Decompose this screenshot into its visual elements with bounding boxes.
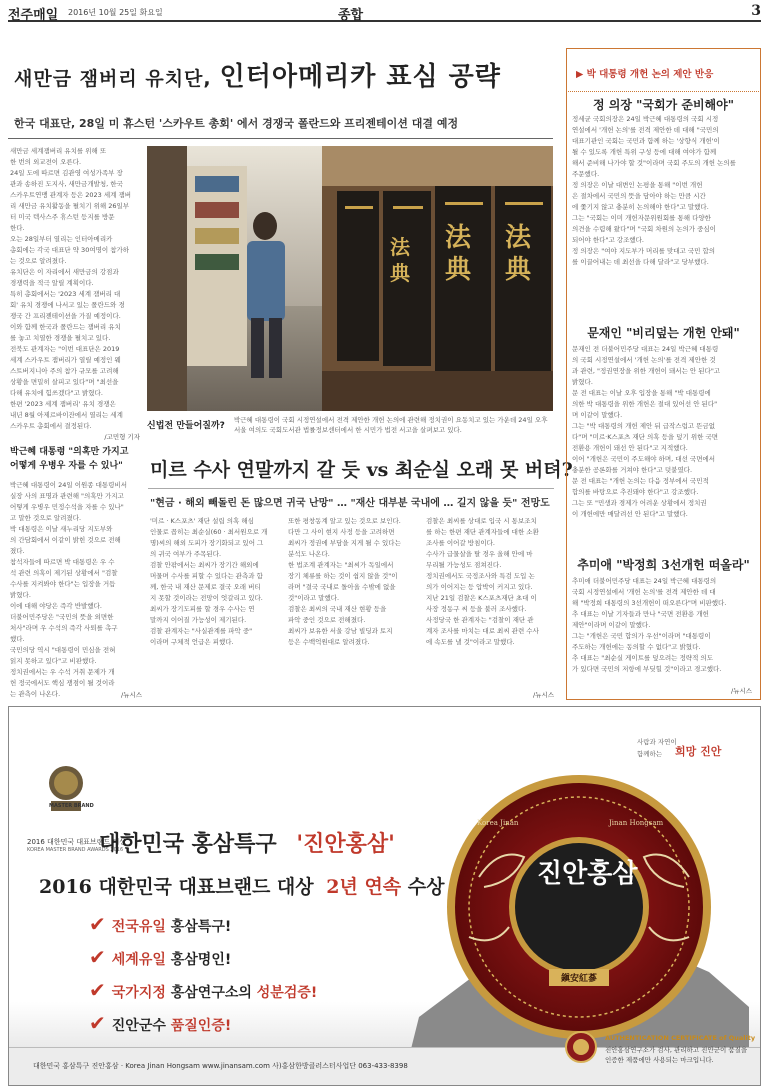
text-line: 는 것으로 알려졌다.	[10, 257, 67, 265]
text-line: 한 번의 외교전이 오른다.	[10, 158, 82, 166]
text-line: 경쟁력을 적극 알릴 계획이다.	[10, 279, 94, 287]
svg-text:法: 法	[390, 235, 410, 259]
text-line: 했다.	[10, 635, 25, 643]
text-line: 이어 "개헌은 국민이 주도해야 하며, 대선 국면에서	[572, 455, 716, 463]
text-line: 헌 정국에서도 핵심 쟁점이 될 것이라	[10, 679, 115, 687]
section-name: 종합	[338, 8, 364, 23]
text-line: 수사를 지켜봐야 한다"는 입장을 거듭	[10, 580, 116, 588]
text-line: 파악 중인 것으로 전해졌다.	[288, 616, 366, 624]
text-line: 사정당국 한 관계자는 "검찰이 재단 관	[426, 616, 534, 624]
text-line: 그는 "개헌은 국민 합의가 우선"이라며 "대통령이	[572, 632, 711, 640]
quality-seal-icon	[565, 1031, 597, 1063]
text-line: 총회에는 각국 대표단 약 30여명이 참가하	[10, 246, 130, 254]
masthead	[8, 4, 761, 22]
seal-brand-en-2: Jinan Hongsam	[609, 819, 664, 827]
text-line: 더불어민주당은 "국민의 뜻을 외면한	[10, 613, 114, 621]
text-line: 합의를 바탕으로 추진돼야 한다"고 강조했다.	[572, 488, 699, 496]
text-line: 스카우트 총회에서 결정된다.	[10, 422, 92, 430]
claim-text: 홍삼연구소의	[170, 985, 257, 1001]
text-line: 수사가 급물살을 탈 경우 올해 안에 마	[426, 550, 533, 558]
text-line: 석 관련 의혹이 제기된 상황에서 "검찰	[10, 569, 118, 577]
text-line: 가 있다면 국민의 저항에 부딪힐 것"이라고 경고했다.	[572, 665, 722, 673]
text-line: 문 전 대표는 이날 오후 입장을 통해 "박 대통령에	[572, 389, 711, 397]
text-line: 상황을 면밀히 살피고 있다"며 "최선을	[10, 378, 119, 386]
text-line: 께, 한국 내 재산 문제로 결국 오래 버티	[150, 583, 261, 591]
page-number: 3	[751, 3, 761, 19]
svg-text:法: 法	[505, 223, 532, 253]
text-line: 대표기관인 국회는 국민과 함께 하는 '상향식 개헌'이	[572, 137, 720, 145]
text-line: 다해 유치에 힘쓰겠다"고 밝혔다.	[10, 389, 103, 397]
text-line: 문재인 전 더불어민주당 대표는 24일 박근혜 대통령	[572, 345, 719, 353]
text-line: 의 귀국 여부가 주목된다.	[150, 550, 222, 558]
claim-text: 진안군수	[111, 1018, 171, 1034]
ad-claim-3	[89, 978, 317, 1002]
story2-column-2	[288, 516, 416, 696]
text-line: 장기 체류를 하는 것이 쉽지 않을 것"이	[288, 572, 398, 580]
text-line: 등은 수백억원대로 알려졌다.	[288, 638, 370, 646]
text-line: 인물로 꼽히는 최순실(60 · 최서원으로 개	[150, 528, 268, 536]
ad-headline-2-pre: 2016 대한민국 대표브랜드 대상	[39, 876, 314, 898]
text-line: 될 수 있도록 개헌 특위 구성 등에 대해 여야가 함께	[572, 148, 717, 156]
text-line: 읽지 못하고 있다"고 비판했다.	[10, 657, 97, 665]
claim-highlight: 전국유일	[111, 919, 166, 935]
text-line: 밝혔다.	[10, 591, 31, 599]
text-line: 은 절차에서 국민의 뜻을 담아야 하는 만큼 시간	[572, 192, 706, 200]
text-line: 연설에서 '개헌 논의'를 전격 제안한 데 대해 "국민의	[572, 126, 719, 134]
text-line: 오는 28일부터 열리는 인터아메리카	[10, 235, 113, 243]
text-line: 지 못할 것이라는 전망이 엇갈리고 있다.	[150, 594, 263, 602]
text-line: 그는 "국회는 이미 개헌자문위원회를 통해 다양한	[572, 214, 711, 222]
text-line: 내년 8월 아제르바이잔에서 열리는 세계	[10, 411, 123, 419]
divider	[8, 138, 553, 139]
badge-award-en: KOREA MASTER BRAND AWARDS 2016	[27, 847, 124, 853]
claim-text: 홍삼특구!	[170, 919, 232, 935]
sidebar-byline: /뉴시스	[730, 687, 752, 695]
issue-date: 2016년 10월 25일 화요일	[68, 8, 163, 17]
text-line: 문 전 대표는 "개헌 논의는 다음 정부에서 국민적	[572, 477, 709, 485]
slogan-brand: 희망 진안	[675, 745, 722, 758]
ad-headline-2-post: 수상	[407, 876, 445, 898]
red-ginseng-seal-icon	[409, 767, 749, 1057]
text-line: 최씨가 보유한 서울 강남 빌딩과 토지	[288, 627, 393, 635]
text-line: 최씨가 정권에 부담을 지게 될 수 있다는	[288, 539, 401, 547]
photo-illustration	[147, 146, 553, 411]
ad-brand-name: '진안홍삼'	[296, 831, 395, 857]
text-line: 그는 또 "민생과 경제가 어려운 상황에서 정치권	[572, 499, 707, 507]
ad-headline-2-highlight: 2년 연속	[326, 876, 402, 898]
text-line: 한편 '2023 세계 잼버리' 유치 경쟁은	[10, 400, 116, 408]
text-line: 의가 이어지는 등 압박이 커지고 있다.	[426, 583, 533, 591]
text-line: 해서 준비해 나가야 할 것"이라며 국회 주도의 개헌 논의를	[572, 159, 736, 167]
newspaper-logo: 전주매일	[8, 8, 59, 23]
svg-text:典: 典	[390, 261, 410, 285]
text-line: 최씨가 장기도피를 할 경우 수사는 연	[150, 605, 255, 613]
badge-award: 2016 대한민국 대표브랜드 대상	[27, 838, 126, 846]
text-line: 쟁국 간 프리젠테이션을 가질 예정이다.	[10, 312, 121, 320]
text-line: 의 국회 시정연설에서 '개헌 논의'를 전격 제안한 것	[572, 356, 716, 364]
text-line: 세계 스카우트 잼버리가 열릴 예정인 웨	[10, 356, 121, 364]
slogan-mid: 함께하는	[637, 750, 663, 758]
text-line: 를 하는 한편 재단 관계자들에 대한 소환	[426, 528, 539, 536]
text-line: 의 간담회에서 이같이 밝힌 것으로 전해	[10, 536, 121, 544]
text-line: 검찰 관계자는 "사실관계를 파악 중"	[150, 627, 253, 635]
headline-prefix: 새만금 잼버리 유치단,	[14, 68, 212, 90]
text-line: 어떻게 우병우 민정수석을 자를 수 있나"	[10, 503, 124, 511]
text-line: 특히 총회에서는 '2023 세계 잼버리 대	[10, 290, 121, 298]
text-line: 며 이같이 말했다.	[572, 411, 623, 419]
checkmark-icon: ✔	[89, 912, 106, 936]
text-line: 해 "박정희 대통령의 3선개헌이 떠오른다"며 비판했다.	[572, 599, 727, 607]
text-line: 고 말한 것으로 알려졌다.	[10, 514, 82, 522]
claim-text: 홍삼명인!	[170, 952, 232, 968]
text-line: 이 개헌에만 매달려선 안 된다"고 말했다.	[572, 510, 688, 518]
text-line: 정 의장은 "여야 지도부가 머리를 맞대고 국민 합의	[572, 247, 716, 255]
ad-headline-1-pre: 대한민국 홍삼특구	[99, 832, 277, 857]
divider	[148, 488, 554, 489]
text-line: 과 관련, "정권연장을 위한 개헌이 돼서는 안 된다"고	[572, 367, 721, 375]
text-line: 관과 송하진 도지사, 새만금개발청, 한국	[10, 180, 123, 188]
story1-byline: /고민형 기자	[104, 433, 140, 441]
certificate-text: 진안홍삼연구소가 검사, 관리하고 진안군이 품질을 인증한 제품에만 사용되는 마크입니다.	[605, 1046, 748, 1064]
seal-brand-en: Korea Jinan	[477, 819, 519, 827]
seal-main-text: 진안홍삼	[537, 859, 638, 889]
story2-subhead: "현금 · 해외 빼돌린 돈 많으면 귀국 난망" … "재산 대부분 국내에 … 길지 않을 듯" 전망도	[150, 498, 550, 509]
text-line: 명)씨의 해외 도피가 장기화되고 있어 그	[150, 539, 264, 547]
text-line: 검찰은 최씨의 국내 재산 현황 등을	[288, 605, 387, 613]
text-line: 검찰은 최씨를 상대로 입국 시 통보조치	[426, 517, 537, 525]
text-line: 주문했다.	[572, 170, 600, 178]
story3-headline-line1: 박근혜 대통령 "의혹만 가지고	[10, 447, 129, 457]
text-line: 전북도 관계자는 "이번 대표단은 2019	[10, 345, 120, 353]
text-line: 계자 조사를 마치는 대로 최씨 관련 수사	[426, 627, 539, 635]
text-line: 스트버지니아 주의 참가 규모를 고려해	[10, 367, 119, 375]
text-line: 는 관측이 나온다.	[10, 690, 61, 698]
story3-headline-line2: 어떻게 우병우 자를 수 있나"	[10, 461, 123, 471]
claim-highlight-2: 품질인증!	[170, 1018, 232, 1034]
certificate-title: AUTHENTICATION CERTIFICATE of Quality	[605, 1034, 756, 1042]
claim-highlight: 국가지정	[111, 985, 166, 1001]
sidebar-item-title: 문재인 "비리덮는 개헌 안돼"	[587, 326, 740, 340]
text-line: 그는 "박 대통령의 개헌 제안 뒤 급작스럽고 뜬금없	[572, 422, 716, 430]
checkmark-icon: ✔	[89, 945, 106, 969]
text-line: 국회 시정연설에서 '개헌 논의'를 전격 제안한 데 대	[572, 588, 716, 596]
text-line: 한다.	[10, 224, 25, 232]
text-line: 분석도 나온다.	[288, 550, 330, 558]
text-line: 무리될 가능성도 점쳐진다.	[426, 561, 502, 569]
checkmark-icon: ✔	[89, 1011, 106, 1035]
text-line: 정치권에서는 우 수석 거취 문제가 개	[10, 668, 115, 676]
text-line: 리 새만금 유치활동을 펼치기 위해 26일부	[10, 202, 130, 210]
claim-highlight-2: 성분검증!	[256, 985, 318, 1001]
text-line: 머물며 수사를 피할 수 있다는 관측과 함	[150, 572, 263, 580]
text-line: 이에 대해 야당은 즉각 반발했다.	[10, 602, 102, 610]
svg-text:典: 典	[445, 255, 472, 285]
ad-footer-text[interactable]: 대한민국 홍삼특구 진안홍삼 · Korea Jinan Hongsam www.jinansam.com 사)홍삼한방클러스터사업단 063-433-8398	[33, 1062, 408, 1070]
text-line: 이라며 구체적 언급은 피했다.	[150, 638, 234, 646]
text-line: 새만금 세계잼버리 유치를 위해 또	[10, 147, 107, 155]
text-line: 주도하는 개헌에는 동의할 수 없다"고 밝혔다.	[572, 643, 701, 651]
text-line: 되어야 한다"고 강조했다.	[572, 236, 644, 244]
text-line: 실장 사의 표명과 관련해 "의혹만 가지고	[10, 492, 124, 500]
text-line: 정세균 국회의장은 24일 박근혜 대통령의 국회 시정	[572, 115, 719, 123]
text-line: 또한 평창동계 알고 있는 것으로 보인다.	[288, 517, 401, 525]
ad-claim-1	[89, 912, 231, 936]
text-line: 추미애 더불어민주당 대표는 24일 박근혜 대통령의	[572, 577, 717, 585]
checkmark-icon: ✔	[89, 978, 106, 1002]
text-line: 지난 21일 검찰은 K스포츠재단 초대 이	[426, 594, 537, 602]
advertisement[interactable]	[8, 706, 761, 1086]
text-line: 박 대통령은 이날 새누리당 지도부와	[10, 525, 113, 533]
text-line: 정 의장은 이날 대변인 논평을 통해 "이번 개헌	[572, 181, 703, 189]
story2-column-1	[150, 516, 278, 696]
text-line: 다만 그 사이 현지 사정 등을 고려하면	[288, 528, 395, 536]
text-line: 추 대표는 이날 기자들과 만나 "국면 전환용 개헌	[572, 610, 709, 618]
sidebar-item-title: 정 의장 "국회가 준비해야"	[593, 98, 734, 112]
text-line: 참석자들에 따르면 박 대통령은 우 수	[10, 558, 115, 566]
photo-caption-title: 신법전 만들어질까?	[147, 421, 225, 431]
text-line: 처사"라며 우 수석의 즉각 사퇴를 촉구	[10, 624, 118, 632]
text-line: 밝혔다.	[572, 378, 593, 386]
sidebar-item-title: 추미애 "박정희 3선개헌 떠올라"	[577, 558, 750, 572]
sidebar-item-body	[572, 576, 756, 684]
text-line: 제안"이라며 이같이 말했다.	[572, 621, 651, 629]
text-line: 에 속도를 낼 것"이라고 말했다.	[426, 638, 515, 646]
text-line: 터 미국 텍사스주 휴스턴 등지를 방문	[10, 213, 115, 221]
text-line: 추 대표는 "최순실 게이트를 덮으려는 정략적 의도	[572, 654, 713, 662]
story2-byline: /뉴시스	[532, 691, 554, 699]
story3-byline: /뉴시스	[120, 691, 142, 699]
text-line: 회' 유치 경쟁에 나서고 있는 폴란드와 경	[10, 301, 125, 309]
text-line: 충분한 공론화를 거쳐야 한다"고 덧붙였다.	[572, 466, 693, 474]
text-line: 졌다.	[10, 547, 25, 555]
story1-body	[10, 146, 140, 432]
text-line: 사장 정동구 씨 등을 불러 조사했다.	[426, 605, 527, 613]
text-line: 정치권에서도 국정조사와 특검 도입 논	[426, 572, 535, 580]
library-photo	[147, 146, 553, 411]
main-subhead: 한국 대표단, 28일 미 휴스턴 '스카우트 총회' 에서 경쟁국 폴란드와 프리젠테이션 대결 예정	[14, 117, 459, 130]
text-line: 에 쫓기지 않고 충분히 논의해야 한다"고 말했다.	[572, 203, 709, 211]
main-headline	[14, 56, 501, 93]
text-line: 국민의당 역시 "대통령이 민심을 전혀	[10, 646, 116, 654]
text-line: 다"며 "미르·K스포츠 재단 의혹 등을 덮기 위한 국면	[572, 433, 719, 441]
photo-caption: 박근혜 대통령이 국회 시정연설에서 전격 제안한 개헌 논의에 관련해 정치권이 요동치고 있는 가운데 24일 오후 서울 여의도 국회도서관 법률정보센터에서 한 시민가 법전 서고을 살펴보고 있다.	[234, 416, 548, 434]
text-line: '미르 · K스포츠' 재단 설립 의혹 해심	[150, 517, 254, 525]
svg-text:典: 典	[505, 255, 532, 285]
story2-column-3	[426, 516, 554, 688]
text-line: 의한 박 대통령을 위한 개헌은 절대 있어선 안 된다"	[572, 400, 718, 408]
text-line: 것"이라고 말했다.	[288, 594, 340, 602]
story3-headline	[10, 445, 145, 473]
text-line: 를 놓고 치열한 경쟁을 펼치고 있다.	[10, 334, 111, 342]
text-line: 24일 도에 따르면 김관영 여성가족부 장	[10, 169, 123, 177]
sidebar-item-body	[572, 114, 756, 274]
ad-headline-1	[99, 827, 395, 858]
text-line: 이와 함께 한국과 폴란드는 잼버리 유치	[10, 323, 121, 331]
sidebar-header-title: ▶ 박 대통령 개헌 논의 제안 반응	[576, 69, 714, 80]
slogan-top: 사람과 자연이	[637, 738, 677, 746]
text-line: 전환용 개헌이 돼선 안 된다"고 지적했다.	[572, 444, 688, 452]
claim-highlight: 세계유일	[111, 952, 166, 968]
ad-headline-2	[39, 872, 445, 899]
ad-claim-2	[89, 945, 231, 969]
badge-label: MASTER BRAND	[49, 803, 94, 809]
text-line: 를 이끌어내는 데 최선을 다해 달라"고 당부했다.	[572, 258, 709, 266]
story2-headline: 미르 수사 연말까지 갈 듯 vs 최순실 오래 못 버텨?	[150, 459, 573, 481]
headline-main: 인터아메리카 표심 공략	[219, 62, 501, 92]
seal-hanja: 鎭安紅蔘	[549, 969, 609, 986]
text-line: 라며 "결국 국내로 돌아올 수밖에 없을	[288, 583, 396, 591]
text-line: 스카우트연맹 관계자 등은 2023 세계 잼버	[10, 191, 132, 199]
svg-text:法: 法	[445, 223, 472, 253]
text-line: 한 법조계 관계자는 "최씨가 독일에서	[288, 561, 394, 569]
text-line: 의견을 수렴해 왔다"며 "국회 차원의 논의가 중심이	[572, 225, 716, 233]
ad-claim-4	[89, 1011, 231, 1035]
text-line: 조사를 이어갈 방침이다.	[426, 539, 495, 547]
sidebar-item-body	[572, 344, 756, 540]
text-line: 유치단은 이 자리에서 새만금의 강점과	[10, 268, 119, 276]
text-line: 검찰 안팎에서는 최씨가 장기간 해외에	[150, 561, 259, 569]
text-line: 말까지 이어질 가능성이 제기된다.	[150, 616, 247, 624]
text-line: 박근혜 대통령이 24일 이원종 대통령비서	[10, 481, 127, 489]
